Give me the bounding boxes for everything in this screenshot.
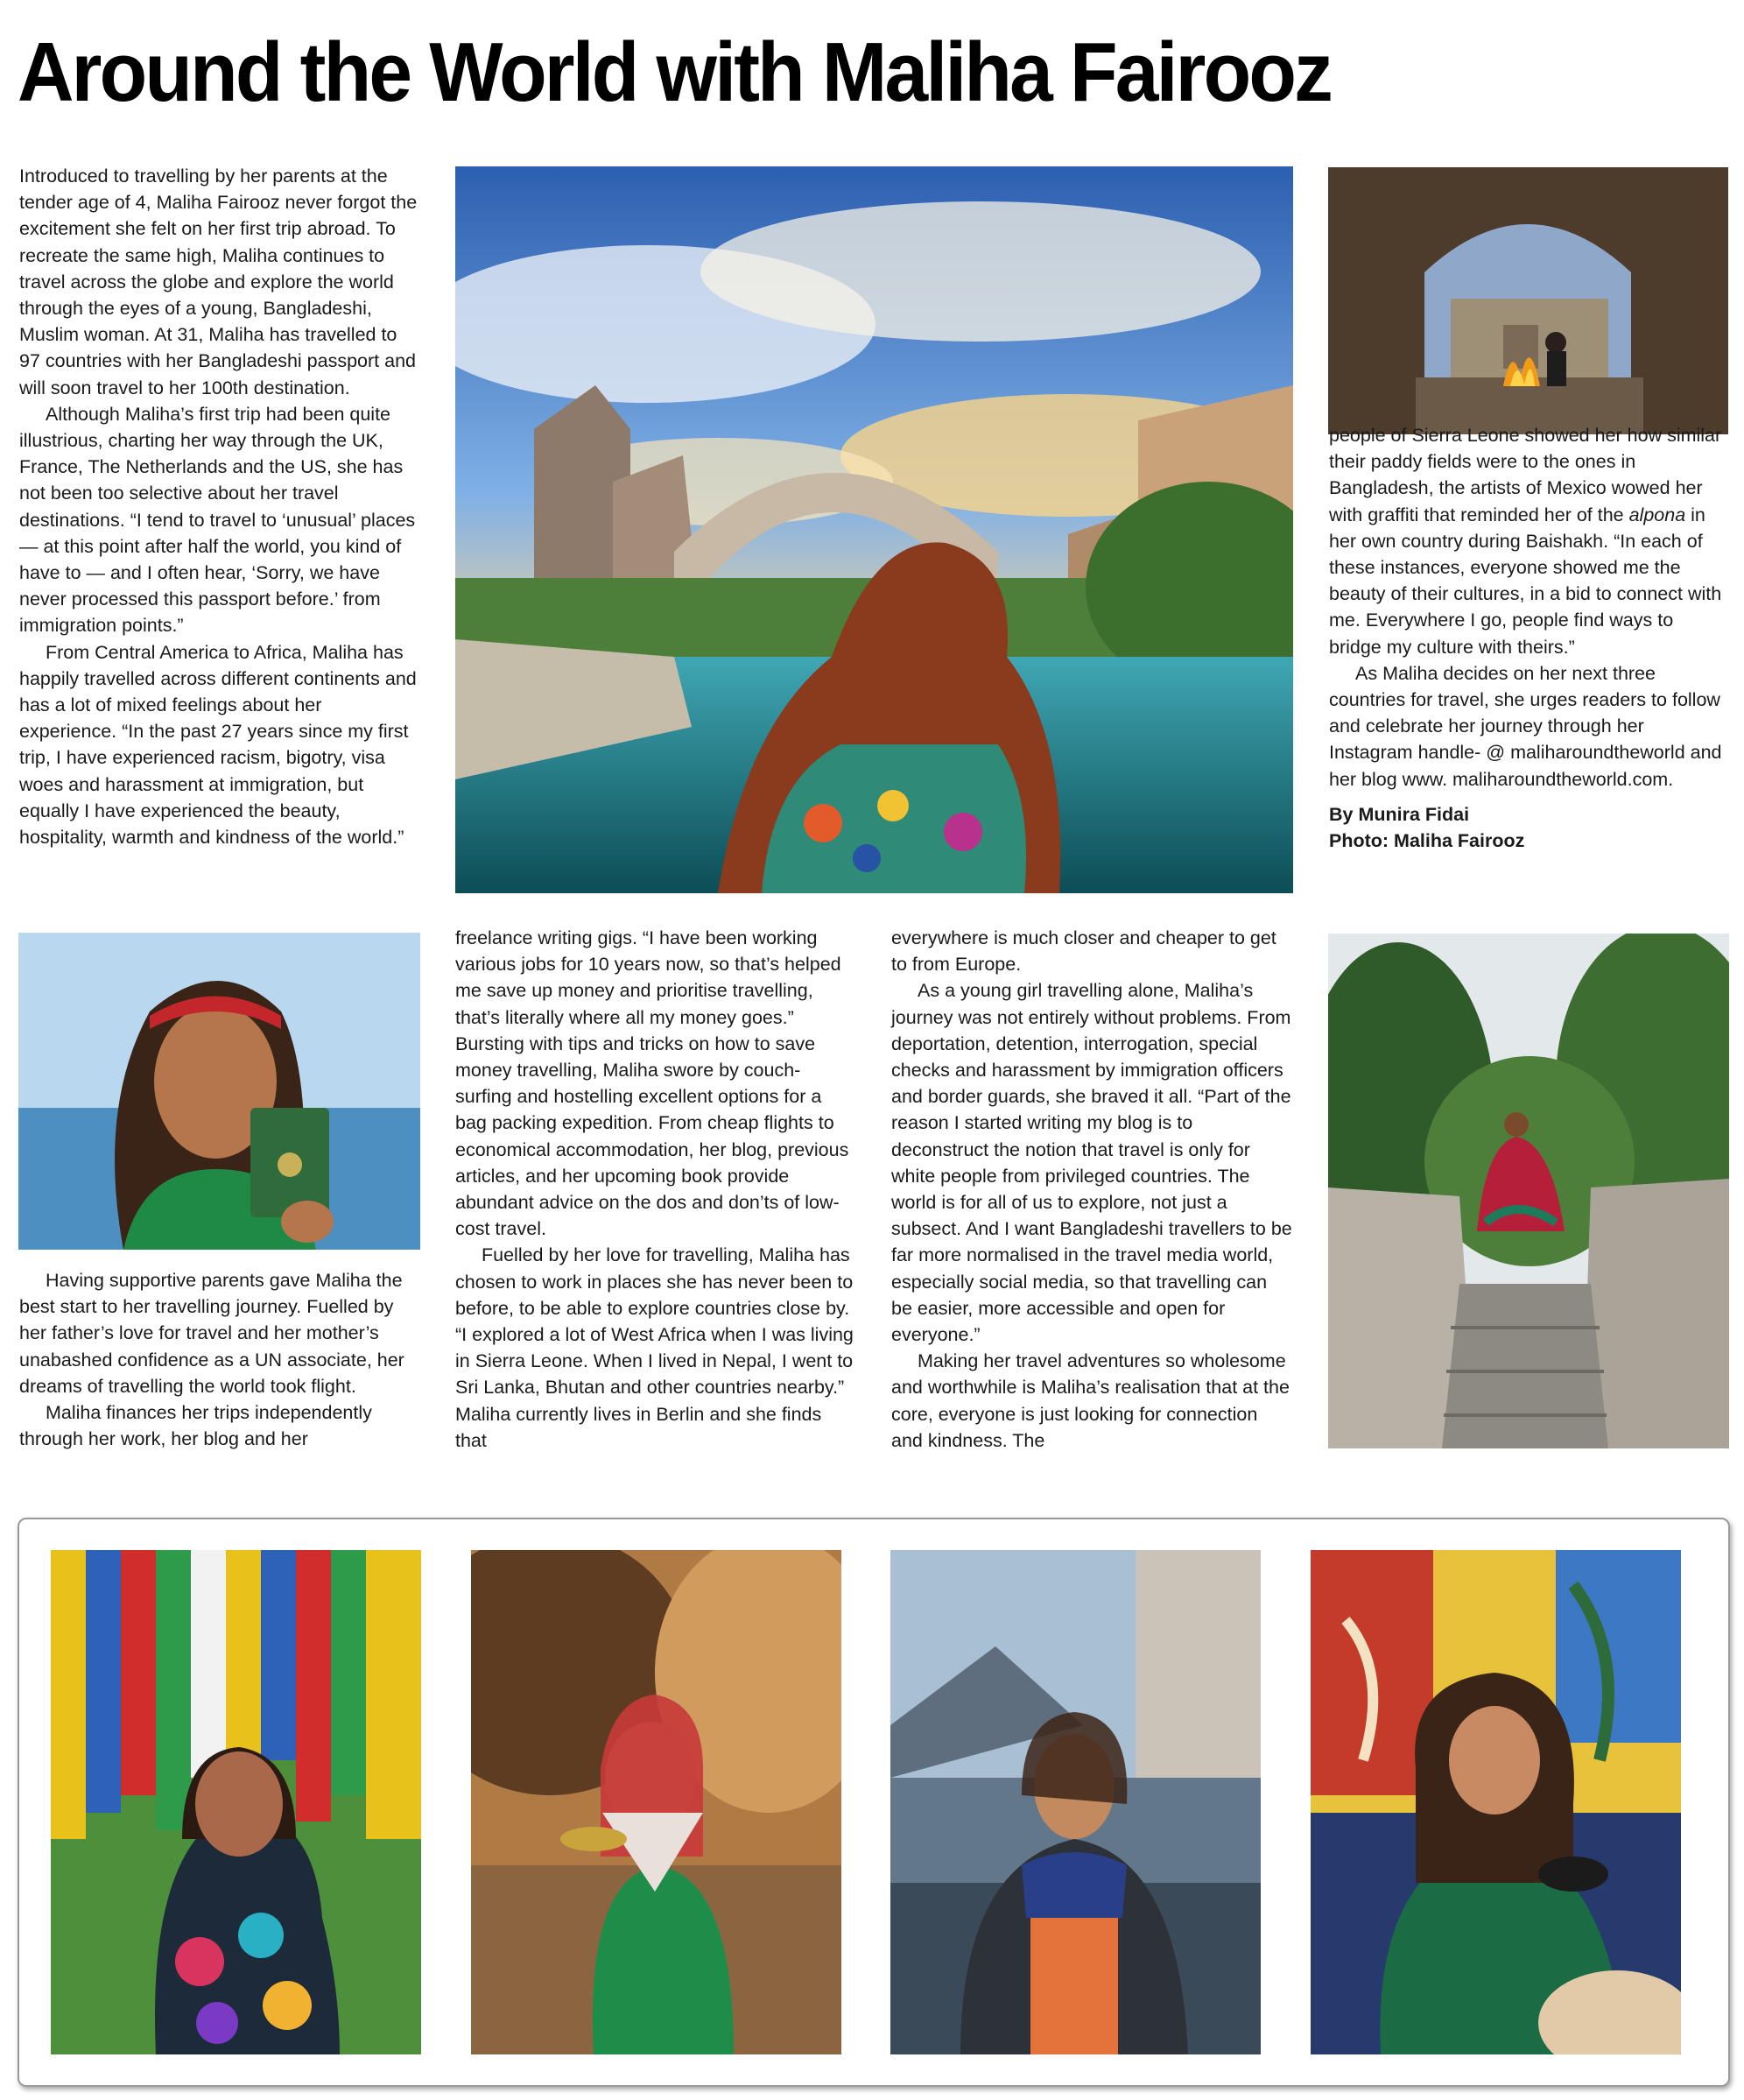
canyon-lamp-photo — [471, 1550, 841, 2054]
paragraph — [1329, 422, 1728, 660]
paragraph: Having supportive parents gave Maliha the best start to her travelling journey. Fuelled by her father’s love for travel and her mother’s unabashed confidence as a UN associate, her dreams of travelling the world took flight. — [19, 1270, 404, 1397]
article-column-4 — [1329, 422, 1728, 854]
paragraph: Fuelled by her love for travelling, Maliha has chosen to work in places she has never been to before, to be able to explore countries close by. “I explored a lot of West Africa when I was living in Sierra Leone. When I lived in Nepal, I went to Sri Lanka, Bhutan and other countries nearby.” Maliha currently lives in Berlin and she finds that — [455, 1244, 854, 1451]
article-column-3 — [891, 925, 1292, 1454]
photo-gallery-strip — [18, 1518, 1730, 2087]
italic-term: alpona — [1628, 504, 1686, 525]
paragraph: everywhere is much closer and cheaper to get to from Europe. — [891, 927, 1276, 976]
photo-credit: Photo: Maliha Fairooz — [1329, 830, 1525, 852]
lake-town-photo — [890, 1550, 1261, 2054]
stone-arch-fire-photo — [1328, 167, 1728, 434]
paragraph: As Maliha decides on her next three countries for travel, she urges readers to follow and celebrate her journey through her Instagram handle- @ maliharoundtheworld and her blog www. maliharoundtheworld.com. — [1329, 662, 1722, 790]
paragraph: Introduced to travelling by her parents at the tender age of 4, Maliha Fairooz never forgot the excitement she felt on her first trip abroad. To recreate the same high, Maliha continues to travel across the globe and explore the world through the eyes of a young, Bangladeshi, Muslim woman. At 31, Maliha has travelled to 97 countries with her Bangladeshi passport and will soon travel to her 100th destination. — [19, 166, 418, 398]
mostar-bridge-photo — [455, 166, 1293, 893]
text-run: people of Sierra Leone showed her how similar their paddy fields were to the ones in Bangladesh, the artists of Mexico wowed her with graffiti that reminded her of the — [1329, 425, 1722, 525]
article-column-1-top — [19, 163, 420, 850]
paragraph: Although Maliha’s first trip had been quite illustrious, charting her way through the UK, France, The Netherlands and the US, she has not been too selective about her travel destinations. “I tend to travel to ‘unusual’ places — at this point after half the world, you kind of have to — and I often hear, ‘Sorry, we have never processed this passport before.’ from immigration points.” — [19, 403, 416, 637]
cafe-mural-photo — [1311, 1550, 1681, 2054]
passport-selfie-photo — [18, 933, 420, 1250]
prayer-flags-photo — [51, 1550, 421, 2054]
article-column-2 — [455, 925, 856, 1454]
text-run: in her own country during Baishakh. “In each of these instances, everyone showed me the beauty of their cultures, in a bid to connect with me. Everywhere I go, people find ways to bridge my culture with theirs.” — [1329, 504, 1722, 658]
article-column-1-bottom — [19, 1267, 420, 1452]
stone-stairs-photo — [1328, 934, 1729, 1448]
paragraph: Making her travel adventures so wholesome and worthwhile is Maliha’s realisation that at the core, everyone is just looking for connection and kindness. The — [891, 1350, 1290, 1451]
paragraph: Maliha finances her trips independently through her work, her blog and her — [19, 1402, 372, 1450]
headline: Around the World with Maliha Fairooz — [18, 25, 1331, 119]
paragraph: As a young girl travelling alone, Maliha’s journey was not entirely without problems. From deportation, detention, interrogation, special checks and harassment by immigration officers and border guards, she braved it all. “Part of the reason I started writing my blog is to deconstruct the notion that travel is only for white people from privileged countries. The world is for all of us to explore, not just a subsect. And I want Bangladeshi travellers to be far more normalised in the travel media world, especially social media, so that travelling can be easier, more accessible and open for everyone.” — [891, 980, 1292, 1346]
byline: By Munira Fidai — [1329, 803, 1470, 825]
paragraph: From Central America to Africa, Maliha has happily travelled across different continents and has a lot of mixed feelings about her experience. “In the past 27 years since my first trip, I have experienced racism, bigotry, visa woes and harassment at immigration, but equally I have experienced the beauty, hospitality, warmth and kindness of the world.” — [19, 641, 417, 849]
paragraph: freelance writing gigs. “I have been working various jobs for 10 years now, so that’s helped me save up money and prioritise travelling, that’s literally where all my money goes.” Bursting with tips and tricks on how to save money travelling, Maliha swore by couch-surfing and hostelling excellent options for a bag packing expedition. From cheap flights to economical accommodation, her blog, previous articles, and her upcoming book provide abundant advice on the dos and don’ts of low-cost travel. — [455, 927, 849, 1240]
